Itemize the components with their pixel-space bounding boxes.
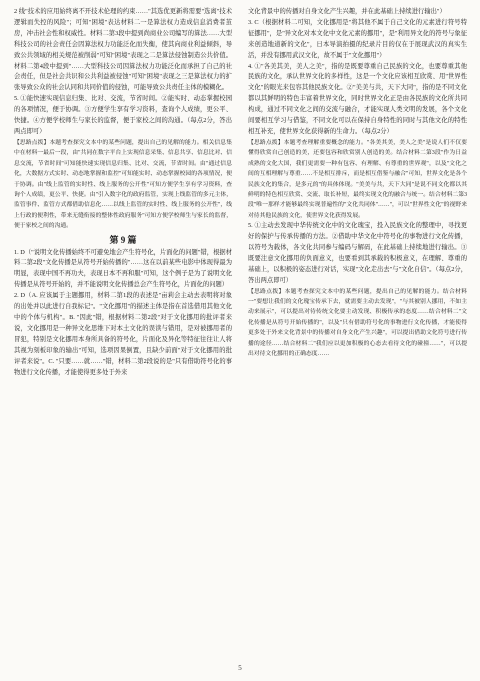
answer-item: 5. ①能快速实现信息归集、比对、交流，节省时间。②能实时、动态掌握校园的各项情况，便于协调。③方便学生享有学习资料，查询个人成绩，更公平、快捷。④方便学校师生与家长的监督，便于家校之间的沟通。（每点2分，答出两点即可） — [14, 95, 232, 135]
analysis-note: 【思路点拨】本题考查理解重要概念的能力。"各美其美，美人之美"是说人们不仅要懂得欣赏自己创造的美，还要包容和欣赏别人创造的美。结合材料二第3段"作为日益成熟的文化大国，我们更需要一种有包容、有理解、有尊重的世界观"，以及"文化之间的互相理解与尊重……不是相互排斥，而是相互借鉴与融合"可知，世界文化是各个民族文化的集合，是多元的"的具体体现。"美美与共，天下大同"是说不同文化都以其鲜明的特色相互欣赏、交流、取长补短，最终实现文化的融合与统一。结合材料二第3段"唯一那样才能够最终实现普遍性的"文化共同体"……"，可以"世界性文化"的视野来对待其他民族的文化，使世界文化获得发展。 — [248, 139, 467, 219]
right-column — [248, 7, 467, 655]
answer-item: 文化背景中的传播对自身文化产生兴趣，并在此基础上持续进行输出"） — [248, 8, 446, 15]
paragraph: 2 线"技术的应用始终离不开技术伦理的约束……"其选优更新将需要"选离"技术逻辑而失控的风险"；可知"困境"表达材料二一是算法权力造成信息消费者茧房，冲击社会性和权威性。材料二第3段中提到尚商业公司编写的算法……大型科技公司的社会责任会因算法权力功能泛化而失衡，使其向商业利益倾斜，导致公共领域的相关规范被削弱"可知"困境"表现之二是算法侵蚀制造公共价值。材料二第4段中提到"……大型科技公司因算法权力功能泛化而承担了自己的社会责任，但是社会共识和公共利益被侵蚀"可知"困境"表现之三是算法权力的扩张导致公众的社会认同和共同价值的侵蚀，可能导致公共责任主体的模糊化。 — [14, 8, 232, 92]
left-column — [14, 7, 232, 655]
answer-item: 5. ①主动去发现中华传统文化中的文化瑰宝，投入民族文化的整理中，寻找更好的保护与传承传播的方法。②借助中华文化中符号化的事物进行文化传播，以符号为载体，各文化共同参与编码与解码，在此基础上持续地进行输出。③既要注意文化挪用的负面意义，也要看到其承载的积极意义，在理解、尊重的基础上，以积极的姿态进行对话，实现"文化走出去"与"文化自信"。（每点2分，答出两点即可） — [248, 222, 467, 284]
answer-item: 4. ①"各美其美，美人之美"，指的是既要尊重自己民族的文化，也要尊重其他民族的文化，承认世界文化的多样性，这是一个文化应该相互欣赏、用"世界性文化"的眼光来包容其他民族文化。②"美美与共，天下大同"，指的是不同文化都以其鲜明的特色丰富着世界文化，同时世界文化正是由各民族的文化所共同构成，通过不同文化之间的交流与融合，才能实现人类文明的发展，各个文化间要相互学习与借鉴，不同文化可以在保持自身特性的同时与其他文化的特性相互补充，使世界文化获得新的生命力。（每点2分） — [248, 62, 467, 135]
answer-item: 1. D（"说明文化传播始终不可避免地会产生符号化，片面化的问题"错，根据材料二第2段"文化传播是从符号开始传播的"……这在以前某些电影中体现得最为明显，表现中国不再功夫，表现日本不再和服"可知，这个例子是为了说明文化传播是从符号开始的，并不能说明文化传播总会产生符号化，片面化的问题） — [14, 248, 232, 289]
section-title: 第 9 篇 — [109, 234, 137, 245]
answer-item: 2. D（A. 应该属于主题挪用，材料二第1段的表述是"亩莉会主动去表明将对象的出处并以此进行自我标记"。"文化挪用"的描述主体是指在首选借用其他文化中的个体与机构"。B. "因此"错，根据材料二第2段"对于文化挪用的批评者来说，文化挪用是一种异文化思维下对本土文化的误读与错用，是对被挪用者的冒犯，特别是文化挪用本身所具备的符号化，片面化及异化等特征往往让人将其视为刻板印象的输出"可知，选项因果倒置，且缺少前面"对于文化挪用的批评者来说"。C. "只要……就……"错，材料二第2段说的是"只有借助符号化的事物进行文化传播，才能使得更多处于外来 — [14, 292, 232, 376]
analysis-note: 【思路点拨】本题考查探究文本中的某些问题，提出自己的见解的能力。相关信息集中在材料一最后一段，由"共同在数字平台上实现信息采集、信息共享、信息比对、信息交流，节省时间"可知能快速实现信息归集、比对、交流，节省时间。由"通过信息化，大数据方式实时、动态地掌握和监控"可知能实时、动态掌握校园的各项情况，便于协调。由"线上监管的实时性、线上服务的公开性"可知方便学生享有学习资料，查询个人成绩，更公平、快捷。由"引入数字化的政府监管，实现上线监管的多元主体，监管事件、监管方式都借助信息化……以线上监管的实时性、线上服务的公开性"，线上行政的便利性，带来无缝衔接的整体性政府服务"可知方便学校师生与家长的监督，便于家校之间的沟通。 — [14, 139, 232, 230]
answer-item: 3. C（根据材料二可知，文化挪用是"将其他不属于自己文化的元素进行符号特征挪用"，是"异文化对本文化中文化元素的挪用"，是"利用异文化的符号与象征来创造地道新的文化"，日本导演拍摄的纪录片目的仅在于展现武汉的真实生活，并没有挪用武汉文化，故不属于"文化挪用"） — [248, 18, 467, 59]
analysis-note: 【思路点拨】本题考查探究文本中的某些问题，提出自己的见解的能力。结合材料一"要想让我们的文化瑰宝传承下去，就需要主动去发现"，"与其被别人挪用，不如主动来展示"，可以提出对待传统文化要主动发现、积极传承的态度……结合材料二"文化传播是从符号开始传播的"，以及"只有借助符号化的事物进行文化传播，才能使得更多处于外来文化背景中的传播对自身文化产生兴趣"，可以提出借助文化符号进行传播的途径……结合材料二"我们应以更加积极的心态去看待文化的碰撞……"，可以提出对待文化挪用的正确态度…… — [248, 288, 467, 357]
page-number: 5 — [238, 664, 242, 672]
